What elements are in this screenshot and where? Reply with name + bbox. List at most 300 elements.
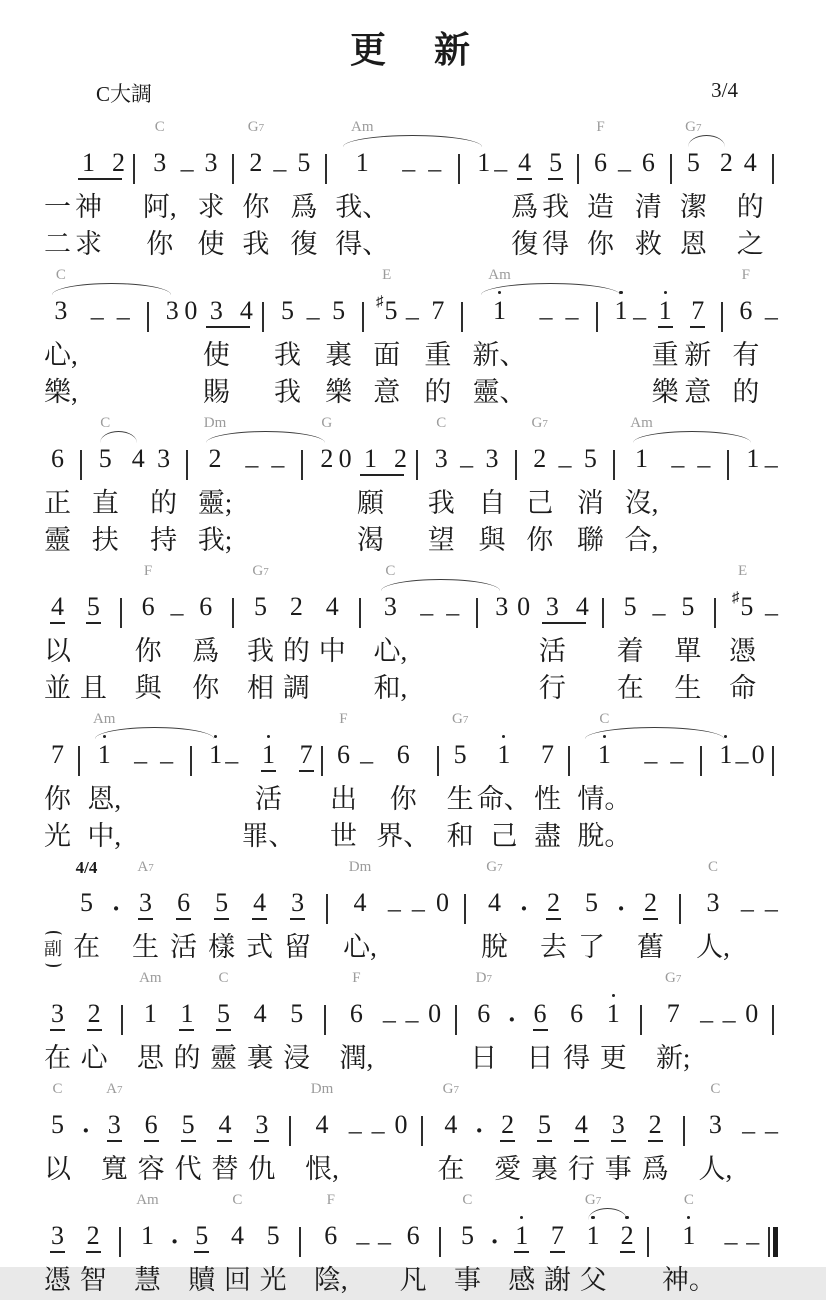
dash-cell [460, 414, 473, 560]
note-slot [683, 1105, 685, 1152]
note-cell [319, 562, 346, 708]
note-digit: 6 [641, 148, 655, 177]
note-slot [727, 439, 729, 486]
note-digit-slot [739, 291, 752, 338]
dash-cell [725, 1191, 738, 1300]
note-digit: 1 [364, 444, 378, 473]
inline-time-signature [76, 858, 98, 883]
note-digit-slot [477, 994, 490, 1041]
note-digit-slot [584, 439, 597, 486]
note-slot [91, 291, 104, 338]
note-cell [511, 118, 538, 264]
note-digit: 1 [179, 1001, 194, 1031]
note-digit: 3 [157, 444, 171, 473]
lyric-syllable-v2: 之 [736, 229, 764, 259]
note-slot [245, 439, 258, 486]
augmentation-dot: · [474, 1116, 484, 1145]
note-cell [428, 414, 455, 560]
note-digit-slot [384, 587, 397, 634]
lyric-syllable-v1: 命、 [476, 784, 531, 814]
lyric-syllable-v2: 且 [79, 673, 107, 703]
note-digit: 4 [743, 148, 757, 177]
note-digit: 7 [666, 999, 680, 1028]
note-digit: 6 [349, 999, 363, 1028]
lyric-syllable-v2: 你 [587, 229, 614, 259]
note-cell [587, 118, 614, 264]
note-digit-slot [290, 883, 305, 930]
bar-line [577, 154, 579, 184]
note-digit: 3 [434, 444, 448, 473]
chord-label [599, 710, 609, 735]
bar-line [326, 894, 328, 924]
duration-dash: – [348, 1116, 362, 1145]
bar-line [772, 1005, 774, 1035]
system-line [44, 266, 778, 412]
note-cell [477, 118, 490, 264]
lyric-syllable-v2: 復 [511, 229, 539, 259]
note-digit-slot [444, 1105, 457, 1152]
note-digit-slot [144, 1105, 159, 1152]
lyric-syllable-v1: 神。 [661, 1265, 716, 1295]
note-slot [181, 143, 194, 190]
lyric-syllable-v2: 樂, [44, 377, 78, 407]
lyric-syllable-v1: 贖 [188, 1265, 216, 1295]
lyric-syllable-v2: 己 [490, 821, 518, 851]
dash-cell [741, 858, 754, 967]
lyric-syllable-v2: 扶 [91, 525, 119, 555]
note-cell [635, 118, 662, 264]
rest-digit: 0 [517, 592, 531, 621]
bar-line [232, 154, 234, 184]
note-cell [170, 858, 197, 967]
duration-dash: – [735, 746, 749, 775]
chord-name: C [599, 711, 610, 727]
note-slot [120, 587, 122, 634]
note-digit: 1 [209, 740, 223, 769]
dot-cell [519, 858, 529, 967]
note-cell [625, 414, 659, 560]
lyric-syllable-v1: 思 [136, 1043, 164, 1073]
note-digit-slot [533, 439, 546, 486]
lyric-syllable-v2: 使 [197, 229, 225, 259]
duration-dash: – [539, 302, 553, 331]
note-cell [101, 1080, 128, 1189]
note-digit-slot [635, 439, 648, 486]
note-slot [540, 291, 553, 338]
note-cell [143, 118, 177, 264]
note-digit-slot [681, 587, 694, 634]
chord-name: G7 [584, 1192, 602, 1208]
beam-group [75, 118, 125, 264]
note-digit-slot [709, 1105, 722, 1152]
note-slot [360, 735, 373, 782]
lyric-syllable-v2: 中, [87, 821, 122, 851]
chord-name: Am [136, 1192, 159, 1208]
note-digit-slot [428, 994, 441, 1041]
note-digit-slot [54, 291, 67, 338]
note-digit-slot [267, 1216, 280, 1263]
note-digit: 1 [586, 1221, 600, 1250]
barline-cell [117, 969, 127, 1078]
chord-name: F [143, 563, 153, 579]
note-slot [644, 735, 657, 782]
note-cell [637, 858, 664, 967]
bar-line [121, 1005, 123, 1035]
barline-cell [643, 1191, 653, 1300]
duration-dash: – [411, 894, 425, 923]
note-slot [324, 994, 326, 1041]
note-digit: 5 [281, 296, 294, 325]
note-digit-slot [752, 735, 765, 782]
note-cell [580, 1191, 607, 1300]
note-slot [121, 994, 123, 1041]
note-digit-slot [648, 1105, 663, 1152]
chord-name: Am [350, 119, 374, 135]
bar-line [714, 598, 716, 628]
chord-name: C [154, 119, 165, 135]
barline-cell [592, 266, 602, 412]
duration-dash: – [446, 598, 460, 627]
note-cell [454, 1191, 481, 1300]
lyric-syllable-v1: 重 [651, 340, 679, 370]
note-digit: 6 [396, 740, 410, 769]
duration-dash: – [724, 1227, 738, 1256]
time-signature-change: 4/4 [75, 858, 98, 877]
note-cell [605, 1080, 632, 1189]
duration-dash: – [764, 1116, 778, 1145]
sharp-icon: ♯ [731, 590, 740, 606]
note-digit-slot [537, 1105, 552, 1152]
note-slot [746, 1216, 759, 1263]
chord-label [155, 118, 165, 143]
barline-cell [412, 414, 422, 560]
lyric-syllable-v2: 持 [150, 525, 178, 555]
note-digit: 6 [533, 1001, 548, 1031]
system-line [44, 1191, 778, 1300]
bar-line [683, 1116, 685, 1146]
chord-name: Am [92, 711, 116, 727]
note-slot [160, 735, 173, 782]
marker-arc-bottom [45, 959, 62, 967]
bar-line [190, 746, 192, 776]
note-slot [653, 587, 666, 634]
note-slot [170, 587, 183, 634]
bar-line [461, 302, 463, 332]
note-digit: 1 [493, 296, 506, 325]
note-digit: 3 [165, 296, 179, 325]
barline-cell [717, 266, 727, 412]
note-slot [356, 1216, 369, 1263]
bar-line [647, 1227, 649, 1257]
barline-cell [573, 118, 583, 264]
dash-cell [540, 266, 553, 412]
chord-name: C [707, 859, 718, 875]
note-digit: 5 [332, 296, 346, 325]
duration-dash: – [740, 894, 754, 923]
system-line [44, 710, 778, 856]
barline-cell [636, 969, 646, 1078]
bar-line [119, 1227, 121, 1257]
rest-digit: 0 [338, 444, 352, 473]
slur-group [335, 118, 490, 264]
lyric-syllable-v1: 單 [674, 636, 702, 666]
note-digit-slot [290, 994, 303, 1041]
note-digit: 4 [253, 999, 267, 1028]
duration-dash: – [90, 302, 104, 331]
note-digit-slot [157, 439, 170, 486]
note-digit-slot [209, 439, 222, 486]
note-digit-slot [82, 143, 95, 190]
dash-cell [134, 710, 147, 856]
lyric-syllable-v1: 樣 [208, 932, 236, 962]
note-slot [568, 735, 570, 782]
note-digit-slot [240, 291, 253, 338]
duration-dash: – [405, 1005, 419, 1034]
duration-dash: – [180, 154, 194, 183]
duration-dash: – [428, 154, 442, 183]
chord-name: C [710, 1081, 721, 1097]
chord-label [385, 562, 395, 587]
duration-dash: – [670, 746, 684, 775]
note-digit: 6 [594, 148, 607, 177]
note-slot [618, 143, 631, 190]
chord-label [462, 1191, 472, 1216]
note-cell [150, 414, 177, 560]
dash-cell [644, 710, 657, 856]
duration-dash: – [170, 598, 184, 627]
note-digit: 7 [540, 740, 554, 769]
dash-cell [633, 266, 646, 412]
lyric-syllable-v1: 爲 [641, 1154, 669, 1184]
duration-dash: – [371, 1116, 385, 1145]
lyric-syllable-v2: 和, [373, 673, 408, 703]
note-digit: 3 [611, 1112, 626, 1142]
dash-cell [356, 1191, 369, 1300]
note-cell [240, 266, 253, 412]
note-cell [720, 118, 733, 264]
note-slot [742, 1105, 755, 1152]
lyric-syllable-v1: 靈 [210, 1043, 238, 1073]
note-digit: 3 [290, 890, 305, 920]
note-digit: 1 [514, 1223, 529, 1253]
score-meta [96, 78, 738, 106]
note-cell [192, 562, 219, 708]
dash-cell [378, 1191, 391, 1300]
chord-label [585, 1191, 601, 1216]
system-6 [44, 858, 778, 967]
marker-arc-top [45, 931, 62, 939]
note-slot [416, 439, 418, 486]
duration-dash: – [700, 1005, 714, 1034]
note-cell [470, 969, 497, 1078]
note-cell [642, 1080, 669, 1189]
chord-name: G7 [665, 970, 682, 986]
note-slot [520, 883, 529, 930]
note-digit-slot [316, 1105, 329, 1152]
lyric-syllable-v2: 我 [242, 229, 270, 259]
lyric-syllable-v2: 的 [424, 377, 452, 407]
note-digit-slot [141, 1216, 154, 1263]
note-slot [671, 439, 684, 486]
note-digit: 6 [51, 444, 64, 473]
dash-cell [697, 414, 710, 560]
chord-label [311, 1080, 334, 1105]
note-cell [44, 562, 71, 708]
lyric-syllable-v2: 脫。 [577, 821, 632, 851]
lyric-syllable-v1: 在 [73, 932, 101, 962]
note-cell [198, 414, 233, 560]
score-body [44, 118, 778, 1300]
verse-number: 一 [44, 192, 71, 222]
lyric-syllable-v1: 爲 [290, 192, 318, 222]
note-cell [299, 710, 314, 856]
note-digit-slot [611, 1105, 626, 1152]
sharp-icon: ♯ [376, 294, 384, 310]
lyric-syllable-v1: 光 [259, 1265, 287, 1295]
note-slot [190, 735, 192, 782]
note-cell [248, 1080, 275, 1189]
chord-name: F [326, 1192, 335, 1208]
note-digit-slot [744, 143, 757, 190]
dot-cell [490, 1191, 500, 1300]
barline-cell [723, 414, 733, 560]
barline-cell [182, 414, 192, 560]
lyric-syllable-v1: 情。 [577, 784, 632, 814]
note-digit: 5 [686, 148, 700, 177]
system-2 [44, 266, 778, 412]
lyric-syllable-v2: 的 [732, 377, 760, 407]
duration-dash: – [565, 302, 579, 331]
note-digit-slot [576, 587, 589, 634]
barline-cell [258, 266, 268, 412]
note-slot [307, 291, 320, 338]
chord-name: C [232, 1192, 243, 1208]
lyric-syllable-v1: 新、 [472, 340, 527, 370]
lyric-syllable-v1: 活 [254, 784, 282, 814]
barline-cell [710, 562, 720, 708]
bar-line [120, 598, 122, 628]
system-9 [44, 1191, 778, 1300]
lyric-syllable-v1: 在 [44, 1043, 71, 1073]
chord-label [630, 414, 653, 439]
note-digit: 2 [643, 890, 658, 920]
lyric-syllable-v1: 恩, [87, 784, 122, 814]
barline-cell [768, 969, 778, 1078]
lyric-syllable-v1: 阿, [142, 192, 177, 222]
lyric-syllable-v1: 事 [453, 1265, 481, 1295]
note-digit-slot [339, 439, 352, 486]
note-digit-slot [658, 291, 673, 338]
lyric-syllable-v1: 活 [170, 932, 198, 962]
lyric-syllable-v1: 以 [44, 636, 71, 666]
note-digit: 7 [299, 742, 314, 772]
note-slot [765, 587, 778, 634]
note-digit: 1 [746, 444, 760, 473]
note-cell [577, 414, 604, 560]
chord-label [56, 266, 66, 291]
note-digit: 2 [394, 444, 408, 473]
note-slot [273, 143, 286, 190]
lyric-syllable-v1: 我 [247, 636, 275, 666]
lyric-syllable-v2: 罪、 [241, 821, 296, 851]
barline-cell [666, 118, 676, 264]
note-cell [44, 266, 78, 412]
note-digit: 5 [384, 296, 398, 325]
note-slot [490, 1216, 499, 1263]
note-cell [400, 1191, 427, 1300]
bar-line [80, 450, 82, 480]
bar-line [476, 598, 478, 628]
augmentation-dot: · [170, 1227, 179, 1256]
slur-group [44, 266, 179, 412]
chorus-marker-text: 副 [44, 939, 62, 959]
dash-cell [402, 118, 415, 264]
lyric-syllable-v1: 新; [655, 1043, 691, 1073]
note-digit: 5 [548, 150, 563, 180]
chord-label [352, 969, 360, 994]
note-slot [378, 1216, 391, 1263]
note-cell [92, 414, 119, 560]
note-digit-slot [732, 587, 754, 634]
bar-line [301, 450, 303, 480]
lyric-syllable-v1: 智 [79, 1265, 107, 1295]
note-digit: 2 [620, 1223, 635, 1253]
lyric-syllable-v1: 的 [150, 488, 178, 518]
note-digit-slot [454, 735, 467, 782]
lyric-syllable-v1: 潤, [339, 1043, 374, 1073]
note-digit: 5 [86, 594, 101, 624]
lyric-syllable-v2: 盡 [533, 821, 561, 851]
note-digit: 3 [138, 890, 153, 920]
duration-dash: – [271, 450, 285, 479]
note-digit: 4 [575, 592, 589, 621]
note-digit-slot [337, 735, 350, 782]
note-digit-slot [231, 1216, 244, 1263]
dash-cell [765, 1080, 778, 1189]
note-slot [475, 1105, 484, 1152]
chord-name: A7 [106, 1081, 123, 1097]
barline-cell [321, 118, 331, 264]
chord-label [742, 266, 750, 291]
chord-name: F [741, 267, 750, 283]
bar-line [670, 154, 672, 184]
bar-line [721, 302, 723, 332]
note-digit-slot [176, 883, 191, 930]
duration-dash: – [494, 154, 508, 183]
bar-line [679, 894, 681, 924]
note-slot [420, 587, 433, 634]
note-slot [714, 587, 716, 634]
note-digit: 6 [199, 592, 213, 621]
note-digit: 5 [585, 888, 599, 917]
note-digit: 1 [81, 148, 95, 177]
chord-name: G7 [442, 1081, 459, 1097]
lyric-syllable-v1: 心, [44, 340, 78, 370]
bar-line [727, 450, 729, 480]
note-slot [613, 439, 615, 486]
chord-name: C [683, 1192, 694, 1208]
chord-name: Dm [348, 859, 372, 875]
note-digit-slot [217, 1105, 232, 1152]
note-digit-slot [642, 143, 655, 190]
note-cell [527, 969, 554, 1078]
duration-dash: – [764, 894, 778, 923]
barline-cell [320, 969, 330, 1078]
note-digit: 1 [477, 148, 491, 177]
duration-dash: – [225, 746, 239, 775]
lyric-syllable-v2: 界、 [376, 821, 431, 851]
note-cell [662, 1191, 716, 1300]
